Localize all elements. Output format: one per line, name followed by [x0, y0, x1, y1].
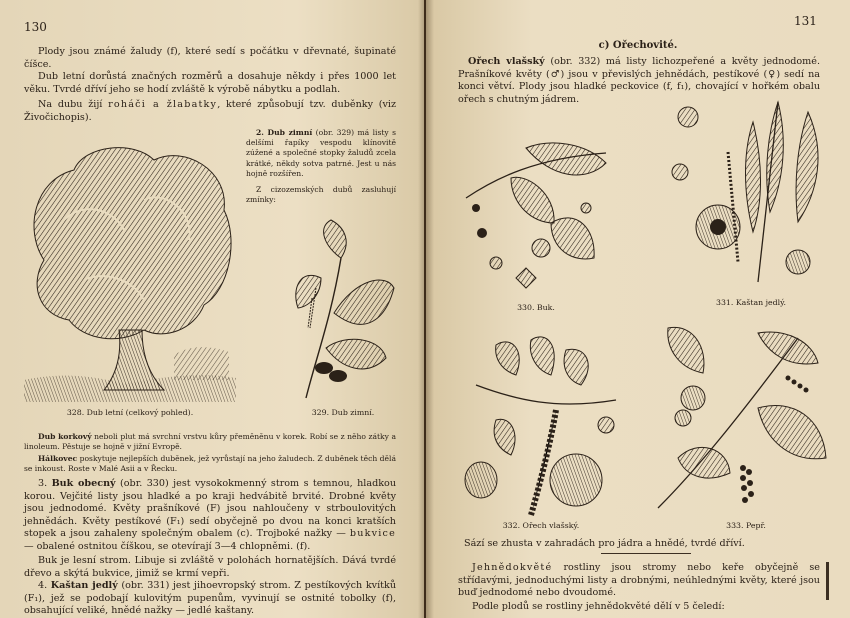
caption-329: 329. Dub zimní. [311, 408, 375, 417]
beech-habitat-text: Buk je lesní strom. Libuje si zvláště v polohách hornatějších. Dává tvrdé dřevo a skýtá bukvice, jimiž se krmí vepři. [24, 555, 396, 579]
figure-329-oak-branch [286, 218, 398, 404]
section-heading: c) Ořechovité. [598, 40, 678, 51]
right-page [426, 0, 850, 618]
figure-332-walnut [456, 330, 626, 518]
catkin-plants-text: Jehnědokvěté rostliny jsou stromy nebo keře obyčejně se střídavými, jednoduchými listy a drobnými, neúhlednými květy, které jsou buď jednodomé nebo dvoudomé. [458, 562, 820, 599]
page-number-right: 131 [794, 14, 817, 28]
caption-333: 333. Pepř. [726, 521, 766, 530]
book-gutter [418, 0, 434, 618]
walnut-cultivation-text: Sází se zhusta v zahradách pro jádra a hnědé, tvrdé dříví. [464, 538, 745, 549]
dub-zimni-text: 2. Dub zimní (obr. 329) má listy s delšími řapíky vespodu klínovitě zúžené a společné stopky žaludů zcela krátké, někdy sotva patrné. Jest u nás hojně rozšířen. [246, 128, 396, 178]
cork-oak-text: Dub korkový neboli plut má svrchní vrstvu kůry přeměněnu v korek. Robí se z něho zátky a linoleum. Pěstuje se hojně v jižní Evropě. [24, 432, 396, 452]
chestnut-text: 4. Kaštan jedlý (obr. 331) jest jihoevropský strom. Z pestíkových kvítků (F₁), jež se podobají kulovitým pupenům, vyvinují se ostnité tobolky (f), obsahující veliké, hnědé nažky — jedlé kaštany. [24, 580, 396, 617]
paragraph-oak-age: Dub letní dorůstá značných rozměrů a dosahuje někdy i přes 1000 let věku. Tvrdé dříví jeho se hodí zvláště k výrobě nábytku a podlah. [24, 71, 396, 95]
figure-330-beech [456, 138, 616, 300]
walnut-text-top: Ořech vlašský (obr. 332) má listy lichozpeřené a květy jednodomé. Prašníkové květy (♂) jsou v převislých jehnědách, pestíkové (♀) sedí na konci větví. Plody jsou hladké peckovice (f, f₁), chovající v hořkém obalu ořech s chutným jádrem. [458, 56, 820, 105]
oak-tree-illustration [24, 140, 236, 402]
families-text: Podle plodů se rostliny jehnědokvěté dělí v 5 čeledí: [472, 601, 725, 612]
caption-330: 330. Buk. [517, 303, 555, 312]
figure-331-chestnut [658, 92, 830, 292]
oak-branch-illustration [286, 218, 398, 404]
caption-328: 328. Dub letní (celkový pohled). [66, 408, 194, 417]
figure-328-oak-tree [24, 140, 236, 402]
divider-rule [601, 553, 691, 554]
caption-331: 331. Kaštan jedlý. [716, 298, 786, 307]
pepper-illustration [648, 318, 830, 518]
halkovec-text: Hálkovec poskytuje nejlepších duběnek, jež vyrůstají na jeho žaludech. Z duběnek těch dělá se inkoust. Roste v Malé Asii a v Řecku. [24, 454, 396, 474]
margin-bar [826, 562, 829, 600]
paragraph-acorns: Plody jsou známé žaludy (f), které sedí s počátku v dřevnaté, šupinaté číšce. [24, 46, 396, 70]
foreign-oaks-text: Z cizozemských dubů zasluhují zmínky: [246, 185, 396, 205]
beech-illustration [456, 138, 616, 300]
left-page [0, 0, 424, 618]
figure-333-pepper [648, 318, 830, 518]
caption-332: 332. Ořech vlašský. [502, 521, 580, 530]
beech-text: 3. Buk obecný (obr. 330) jest vysokokmenný strom s temnou, hladkou korou. Vejčité listy jsou hladké a po kraji hedvábitě brvité. Drobné květy jsou jednodomé. Květy prašníkové (F) jsou nahloučeny v strboulovitých jehnědách. Květy pestíkové (F₁) sedí obyčejně po dvou na konci kratších stopek a jsou zahaleny společným obalem (c). Trojboké nažky — bukvice — obalené ostnitou číškou, se otevírají 3—4 chlopněmi. (f). [24, 478, 397, 552]
chestnut-illustration [658, 92, 830, 292]
walnut-illustration [456, 330, 626, 518]
paragraph-oak-insects: Na dubu žijí roháči a žlabatky, které způsobují tzv. duběnky (viz Živočichopis). [24, 99, 396, 123]
page-number-left: 130 [24, 20, 47, 34]
